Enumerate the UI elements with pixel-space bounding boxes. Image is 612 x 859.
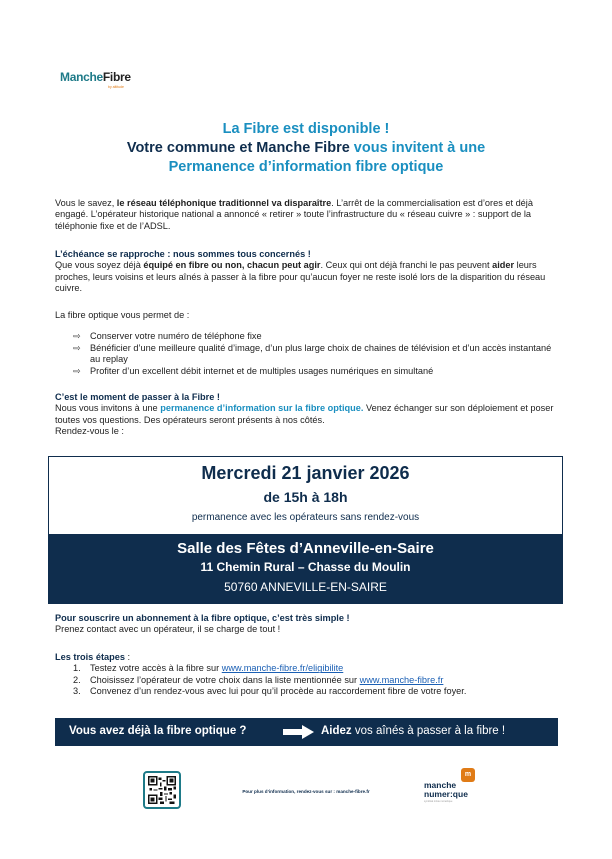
event-time: de 15h à 18h <box>263 489 348 505</box>
headline-line-2 <box>0 139 612 158</box>
manche-fibre-link[interactable]: www.manche-fibre.fr <box>359 674 444 685</box>
benefits-section <box>55 310 560 377</box>
steps-list <box>55 663 560 697</box>
subscribe-text: Prenez contact avec un opérateur, il se charge de tout ! <box>55 624 281 635</box>
subscribe-section <box>55 613 560 636</box>
event-note: permanence avec les opérateurs sans rendez-vous <box>191 512 420 523</box>
subscribe-heading: Pour souscrire un abonnement à la fibre optique, c’est très simple ! <box>55 613 350 623</box>
logo-part-manche: Manche <box>60 70 103 84</box>
partner-badge: m <box>461 768 475 782</box>
arrow-right-icon <box>283 725 315 739</box>
event-box <box>48 456 563 604</box>
list-item: ⇨ Conserver votre numéro de téléphone fixe <box>73 331 262 342</box>
banner-question: Vous avez déjà la fibre optique ? <box>69 725 247 737</box>
event-address: 11 Chemin Rural – Chasse du Moulin <box>200 560 411 574</box>
event-venue: Salle des Fêtes d’Anneville-en-Saire <box>177 540 434 557</box>
headline-line-1: La Fibre est disponible ! <box>222 121 390 137</box>
list-item: 3. Convenez d’un rendez-vous avec lui pour qu’il procède au raccordement fibre de votre foyer. <box>73 686 467 697</box>
list-item: 2. Choisissez l’opérateur de votre choix dans la liste mentionnée sur www.manche-fibre.fr <box>73 674 444 685</box>
list-item: ⇨ Profiter d’un excellent débit internet et de multiples usages numériques en simultané <box>73 365 434 376</box>
event-date: Mercredi 21 janvier 2026 <box>201 463 410 483</box>
headline-line-3: Permanence d’information fibre optique <box>168 159 444 175</box>
invitation-section <box>55 392 560 438</box>
manche-fibre-logo <box>60 70 170 100</box>
banner-action: Aidez vos aînés à passer à la fibre ! <box>321 725 506 737</box>
eligibility-link[interactable]: www.manche-fibre.fr/eligibilite <box>221 663 344 674</box>
manche-numerique-logo: m manche numer:que syndicat mixte numérique <box>424 768 479 808</box>
logo-subtitle: by altitude <box>108 85 124 89</box>
steps-heading: Les trois étapes <box>55 652 125 662</box>
headline-line-2-dark: Votre commune et Manche Fibre <box>126 140 350 156</box>
invitation-heading: C’est le moment de passer à la Fibre ! <box>55 392 220 402</box>
logo-part-fibre: Fibre <box>102 70 131 84</box>
arrow-right-icon: ⇨ <box>73 342 81 353</box>
intro-paragraph: Vous le savez, le réseau téléphonique traditionnel va disparaître. L’arrêt de la commercialisation est d’ores et déjà engagé. L’opérateur historique national a annoncé « retirer » toute l’infrastructure du « réseau cuivre » : support de la téléphonie fixe et de l’ADSL. <box>55 198 533 231</box>
call-to-action-banner <box>55 718 558 746</box>
deadline-section <box>55 249 560 295</box>
rendezvous-label: Rendez-vous le : <box>55 426 124 437</box>
invitation-paragraph: Nous vous invitons à une permanence d’information sur la fibre optique. Venez échanger sur son déploiement et poser toutes vos questions. Des opérateurs seront présents à nos côtés. <box>55 403 554 425</box>
deadline-paragraph: Que vous soyez déjà équipé en fibre ou non, chacun peut agir. Ceux qui ont déjà franchi le pas peuvent aider leurs proches, leurs voisins et leurs aînés à passer à la fibre pour qu’aucun foyer ne reste isolé lors de la disparition du réseau cuivre. <box>55 260 546 294</box>
arrow-right-icon: ⇨ <box>73 365 81 376</box>
list-item: 1. Testez votre accès à la fibre sur www.manche-fibre.fr/eligibilite <box>73 663 344 674</box>
list-item: ⇨ Bénéficier d’une meilleure qualité d’image, d’un plus large choix de chaines de télévision et d’un accès instantané au replay <box>73 342 552 365</box>
footer-info: Pour plus d’information, rendez-vous sur : manche-fibre.fr <box>242 789 370 794</box>
event-location-panel <box>49 534 562 603</box>
event-date-panel <box>49 457 562 534</box>
benefits-list <box>55 331 560 377</box>
arrow-right-icon: ⇨ <box>73 331 81 342</box>
benefits-intro: La fibre optique vous permet de : <box>55 310 190 320</box>
steps-heading-row: Les trois étapes : <box>55 652 131 662</box>
steps-section <box>55 652 560 698</box>
event-city: 50760 ANNEVILLE-EN-SAIRE <box>224 580 387 594</box>
headline-line-2-blue: vous invitent à une <box>349 140 486 156</box>
deadline-heading: L’échéance se rapproche : nous sommes tous concernés ! <box>55 249 311 259</box>
